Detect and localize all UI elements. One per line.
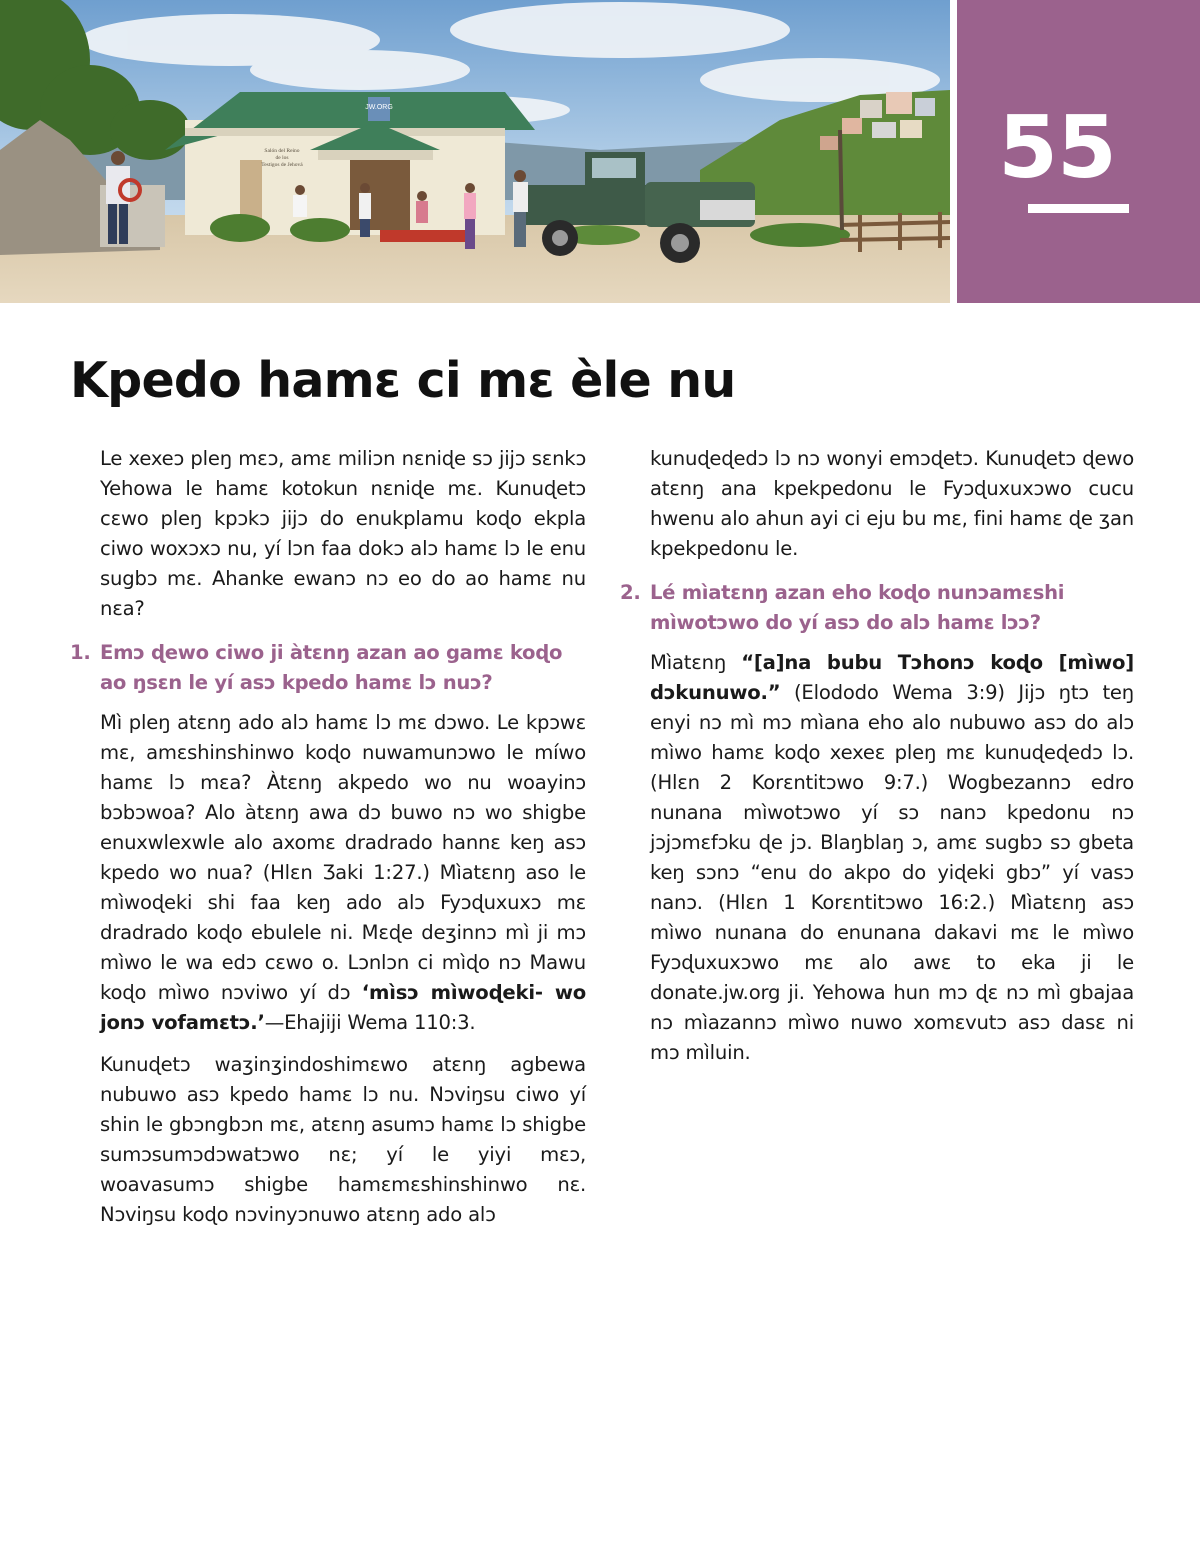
intro-line: nuɖetɔ cɛwo pleŋ kpɔkɔ jijɔ do enukplamu koɖo <box>100 477 586 530</box>
scripture-quote: “[a]na bubu Tɔhonɔ koɖo [mìwo] dɔkunuwo.” <box>650 651 1134 704</box>
intro-line: hamɛ nu nɛa? <box>100 567 586 620</box>
body-line: mìwo Fyɔɖuxuxɔwo mɛ alo awɛ to eka ji le <box>650 921 1135 974</box>
body-line: kpɔwɛ mɛ, amɛshinshinwo koɖo nuwamunɔwo <box>100 711 586 764</box>
body-line: Mawu koɖo mìwo nɔviwo yí dɔ <box>100 951 586 1004</box>
hall-sign-line-1: Salón del Reino <box>264 148 300 154</box>
scripture-reference: (Elododo Wema 3:9) Jijɔ ŋtɔ teŋ <box>780 681 1134 704</box>
utility-pole <box>840 130 842 230</box>
section-2-paragraph-1 <box>650 648 1134 1068</box>
body-line: keŋ asɔ kpedo wo nua? (Hlɛn Ʒaki 1:27.) Mìatɛnŋ <box>100 831 586 884</box>
lead-text: Mìatɛnŋ <box>650 651 742 674</box>
lesson-number: 55 <box>998 98 1116 198</box>
left-column <box>70 444 586 1242</box>
body-line: keŋ sɔnɔ “enu do akpo do yiɖeki gbɔ” yí vasɔ <box>650 861 1134 884</box>
body-line: ni mɔ mìluin. <box>650 1011 1134 1064</box>
question-1 <box>70 638 586 698</box>
question-line: Emɔ ɖewo ciwo ji àtɛnŋ azan ao gamɛ koɖo <box>100 641 563 664</box>
kingdom-hall-building <box>165 92 535 235</box>
body-line: donate.jw.org ji. Yehowa hun mɔ ɖɛ nɔ mì gba <box>650 981 1106 1004</box>
scripture-reference: —Ehajiji Wema 110:3. <box>264 1011 476 1034</box>
lesson-number-box <box>957 0 1200 303</box>
body-line: shigbe enuxwlexwle alo axomɛ dradrado hannɛ <box>100 801 586 854</box>
body-line: ɖewo atɛnŋ ana kpekpedonu le Fyɔɖuxuxɔwo <box>650 447 1134 500</box>
body-line: lɔ shigbe sumɔsumɔdɔwatɔwo nɛ; yí le yiyi <box>100 1113 586 1166</box>
body-line: nubuwo asɔ kpedo hamɛ lɔ nu. Nɔviŋsu ciwo <box>100 1083 560 1106</box>
hall-sign-line-3: Testigos de Jehová <box>261 162 303 168</box>
body-line: aso le mìwoɖeki shi faa keŋ ado alɔ Fyɔɖuxuxɔ <box>100 861 586 914</box>
section-1-paragraph-2 <box>100 1050 586 1230</box>
question-line: ao ŋsɛn le yí asɔ kpedo hamɛ lɔ nuɔ? <box>100 671 493 694</box>
question-line: Lé mìatɛnŋ azan eho koɖo nunɔamɛshi <box>650 581 1065 604</box>
body-line: ɖe ʒan kpekpedonu le. <box>650 507 1135 560</box>
jw-sign: JW.ORG <box>365 104 393 111</box>
header-photo <box>0 0 950 303</box>
question-line: mìwotɔwo do yí asɔ do alɔ hamɛ lɔɔ? <box>650 611 1041 634</box>
body-line: nunana mìwotɔwo yí sɔ nanɔ kpedonu nɔ jɔjɔ <box>650 801 1134 854</box>
body-line: yí shin le gbɔngbɔn mɛ, atɛnŋ asumɔ hamɛ <box>100 1083 586 1136</box>
body-line: nɛ. Nɔviŋsu koɖo nɔvinyɔnuwo atɛnŋ ado alɔ <box>100 1173 587 1226</box>
page-title: Kpedo hamɛ ci mɛ èle nu <box>70 352 736 409</box>
question-text <box>650 578 1134 638</box>
question-text <box>100 638 586 698</box>
intro-line: lɔ le enu sugbɔ mɛ. Ahanke ewanɔ nɔ eo do ao <box>100 537 586 590</box>
body-line: nanɔ. (Hlɛn 1 Korɛntitɔwo 16:2.) Mìatɛnŋ asɔ <box>650 891 1134 914</box>
intro-line: ekpla ciwo woxɔxɔ nu, yí lɔn faa dokɔ alɔ hamɛ <box>100 507 587 560</box>
scripture-quote: ‘mìsɔ mìwoɖeki- wo jonɔ vofamɛtɔ.’ <box>100 981 586 1034</box>
body-line: Kunuɖetɔ waʒinʒindoshimɛwo atɛnŋ agbewa <box>100 1053 586 1076</box>
body-line: mìwo hamɛ koɖo xexeɛ pleŋ mɛ kunuɖeɖedɔ <box>650 741 1103 764</box>
body-line: lɔ. (Hlɛn 2 Korɛntitɔwo 9:7.) Wogbezannɔ edro <box>650 741 1134 794</box>
question-number: 1. <box>70 641 91 664</box>
body-line: cucu hwenu alo ahun ayi ci eju bu mɛ, fini hamɛ <box>650 477 1134 530</box>
body-line: mɛɔ, woavasumɔ shigbe hamɛmɛshinshinwo <box>100 1143 586 1196</box>
section-1-paragraph-1 <box>100 708 586 1038</box>
intro-line: Le xexeɔ pleŋ mɛɔ, amɛ miliɔn nɛniɖe sɔ jijɔ <box>100 447 526 470</box>
lesson-number-underline <box>1028 204 1129 213</box>
body-line: jaa nɔ mìazannɔ mìwo nuwo xomɛvutɔ asɔ dasɛ <box>650 981 1134 1034</box>
body-line: mɔ mìwo le wa edɔ cɛwo o. Lɔnlɔn ci mìɖo nɔ <box>100 921 586 974</box>
question-2 <box>620 578 1134 638</box>
body-line: le míwo hamɛ lɔ mɛa? Àtɛnŋ akpedo wo nu woa <box>100 741 587 794</box>
body-line: mɛfɔku ɖe jɔ. Blaŋblaŋ ɔ, amɛ sugbɔ sɔ gbeta <box>681 831 1134 854</box>
body-line: kunuɖeɖedɔ lɔ nɔ wonyi emɔɖetɔ. Kunuɖetɔ <box>650 447 1076 470</box>
kingdom-hall-illustration <box>0 0 950 303</box>
intro-line: sɛnkɔ Yehowa le hamɛ kotokun nɛniɖe mɛ. Ku <box>100 447 587 500</box>
intro-paragraph <box>100 444 586 624</box>
body-line: Mì pleŋ atɛnŋ ado alɔ hamɛ lɔ mɛ dɔwo. Le <box>100 711 520 734</box>
body-line: mɛ dradrado koɖo ebulele ni. Mɛɖe deʒinnɔ mì ji <box>100 891 586 944</box>
question-number: 2. <box>620 581 641 604</box>
body-line: enyi nɔ mì mɔ mìana eho alo nubuwo asɔ do alɔ <box>650 711 1134 734</box>
continued-paragraph <box>650 444 1134 564</box>
body-line: mìwo nunana do enunana dakavi mɛ le <box>650 921 1070 944</box>
right-column <box>620 444 1134 1080</box>
hall-sign-line-2: de los <box>275 155 289 161</box>
body-line: yinɔ bɔbɔwoa? Alo àtɛnŋ awa dɔ buwo nɔ wo <box>100 771 586 824</box>
